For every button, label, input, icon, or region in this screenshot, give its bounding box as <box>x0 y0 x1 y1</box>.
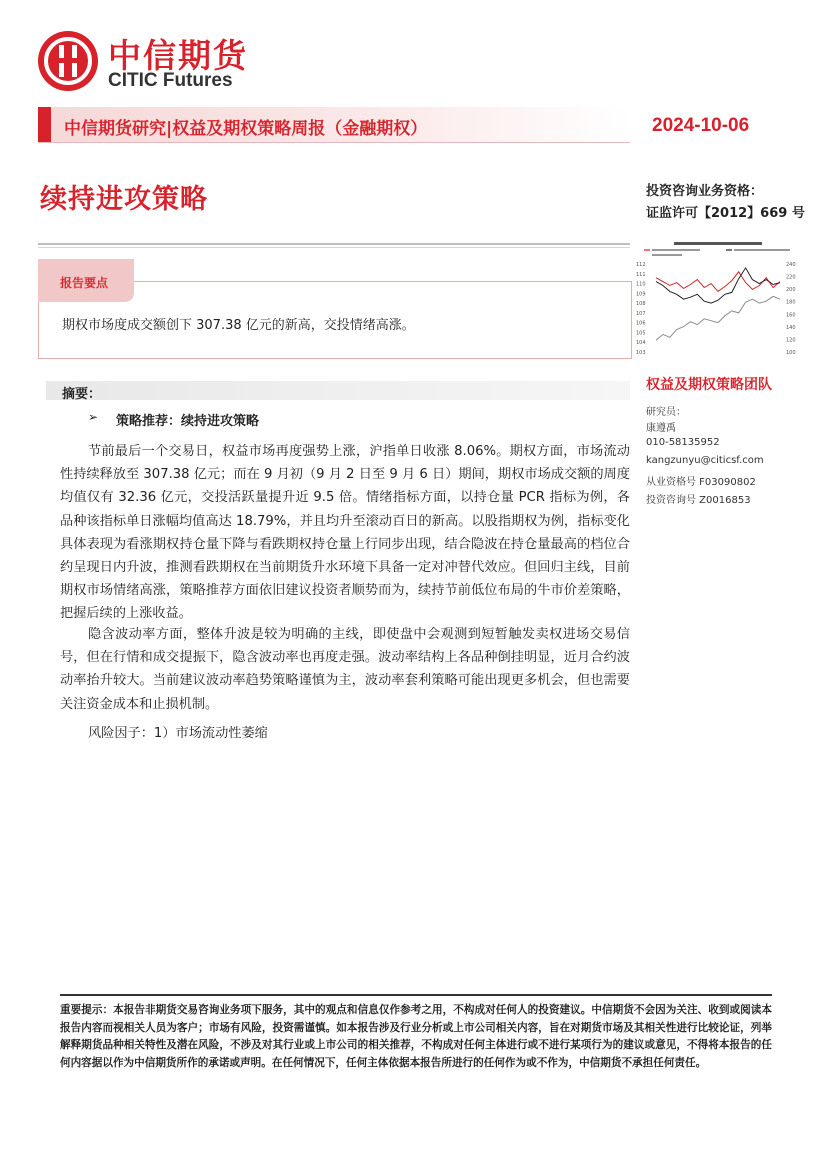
y-right-tick-label: 240 <box>786 262 796 268</box>
y-left-tick-label: 107 <box>636 310 646 317</box>
y-right-tick-label: 120 <box>786 337 796 344</box>
researcher-phone: 010-58135952 <box>646 437 720 448</box>
report-title: 续持进攻策略 <box>40 184 208 215</box>
key-points-text: 期权市场度成交额创下 307.38 亿元的新高，交投情绪高涨。 <box>62 318 415 333</box>
summary-bar <box>46 381 630 400</box>
y-left-tick-label: 103 <box>636 350 646 356</box>
risk-factor: 风险因子：1）市场流动性萎缩 <box>88 726 268 741</box>
series-line-1 <box>656 272 780 292</box>
legend-label-3 <box>652 254 682 256</box>
logo <box>38 31 98 91</box>
y-right-tick-label: 200 <box>786 287 796 294</box>
y-right-tick-label: 180 <box>786 299 796 306</box>
banner-accent <box>38 107 51 143</box>
y-left-tick-label: 104 <box>636 340 646 347</box>
license-number: 证监许可【2012】669 号 <box>646 206 805 221</box>
bullet-arrow-icon: ➢ <box>88 410 99 424</box>
title-divider <box>38 243 630 245</box>
y-right-tick-label: 220 <box>786 274 796 281</box>
banner-title: 中信期货研究|权益及期权策略周报（金融期权） <box>64 119 428 139</box>
logo-mark-icon <box>38 31 98 91</box>
y-axis-right <box>786 262 796 356</box>
report-date: 2024-10-06 <box>652 115 750 136</box>
y-right-tick-label: 160 <box>786 312 796 319</box>
title-divider-thin <box>38 247 630 248</box>
series-line-2 <box>656 268 780 303</box>
y-right-tick-label: 100 <box>786 350 796 356</box>
y-left-tick-label: 111 <box>636 271 646 278</box>
y-axis-left <box>636 262 646 356</box>
chart-legend <box>644 242 790 256</box>
advisory-number: 投资咨询号 Z0016853 <box>646 495 751 506</box>
disclaimer-text: 重要提示：本报告非期货交易咨询业务项下服务，其中的观点和信息仅作参考之用，不构成对任何人的投资建议。中信期货不会因为关注、收到或阅读本报告内容而视相关人员为客户；市场有风险，投资需谨慎。如本报告涉及行业分析或上市公司相关内容，旨在对期货市场及其相关性进行比较论证，列举解释期货品种相关特性及潜在风险，不涉及对其行业或上市公司的相关推荐，不构成对任何主体进行或不进行某项行为的建议或意见，不得将本报告的任何内容据以作为中信期货所作的承诺或声明。在任何情况下，任何主体依据本报告所进行的任何作为或不作为，中信期货不承担任何责任。 <box>60 1004 772 1069</box>
y-left-tick-label: 112 <box>636 262 646 268</box>
summary-paragraph-2: 隐含波动率方面，整体升波是较为明确的主线，即使盘中会观测到短暂触发卖权进场交易信号，但在行情和成交提振下，隐含波动率也再度走强。波动率结构上各品种倒挂明显，近月合约波动率抬升较大。当前建议波动率趋势策略谨慎为主，波动率套利策略可能出现更多机会，但也需要关注资金成本和止损机制。 <box>60 627 630 712</box>
y-left-tick-label: 108 <box>636 301 646 308</box>
legend-label-2 <box>734 249 790 251</box>
researcher-role: 研究员： <box>646 407 686 418</box>
logo-text-cn: 中信期货 <box>108 36 248 75</box>
researcher-name: 康遵禹 <box>646 423 676 434</box>
license-label: 投资咨询业务资格： <box>646 184 764 199</box>
y-left-tick-label: 106 <box>636 320 646 327</box>
legend-label-1 <box>652 249 700 251</box>
team-name: 权益及期权策略团队 <box>646 377 772 393</box>
banner-divider <box>38 142 630 143</box>
strategy-heading: 策略推荐：续持进攻策略 <box>116 414 260 429</box>
y-left-tick-label: 109 <box>636 291 646 298</box>
y-right-tick-label: 140 <box>786 324 796 331</box>
thumbnail-chart <box>634 238 802 358</box>
chart-series <box>656 268 780 340</box>
series-line-3 <box>656 296 780 340</box>
summary-paragraph-1: 节前最后一个交易日，权益市场再度强势上涨，沪指单日收涨 8.06%。期权方面，市场流动性持续释放至 307.38 亿元；而在 9 月初（9 月 2 日至 9 月 6 日）期间，期权市场成交额的周度均值仅有 32.36 亿元，交投活跃量提升近 9.5 倍。情绪指标方面，以持仓量 PCR 指标为例，各品种该指标单日涨幅均值高达 18.79%，并且均升至滚动百日的新高。以股指期权为例，指标变化具体表现为看涨期权持仓量下降与看跌期权持仓量上行同步出现，结合隐波在持仓量最高的档位合约呈现日内升波，推测看跌期权在当前期货升水环境下具备一定对冲替代效应。但回归主线，目前期权市场情绪高涨，策略推荐方面依旧建议投资者顺势而为，续持节前低位布局的牛市价差策略，把握后续的上涨收益。 <box>60 444 630 622</box>
logo-text-en: CITIC Futures <box>108 70 233 91</box>
summary-label: 摘要： <box>62 387 102 402</box>
disclaimer-divider <box>60 994 772 996</box>
y-left-tick-label: 110 <box>636 281 646 288</box>
qualification-number: 从业资格号 F03090802 <box>646 477 756 488</box>
researcher-email[interactable]: kangzunyu@citicsf.com <box>646 455 764 466</box>
key-points-label: 报告要点 <box>60 276 109 290</box>
chart-title-bar <box>674 242 762 245</box>
y-left-tick-label: 105 <box>636 330 646 337</box>
